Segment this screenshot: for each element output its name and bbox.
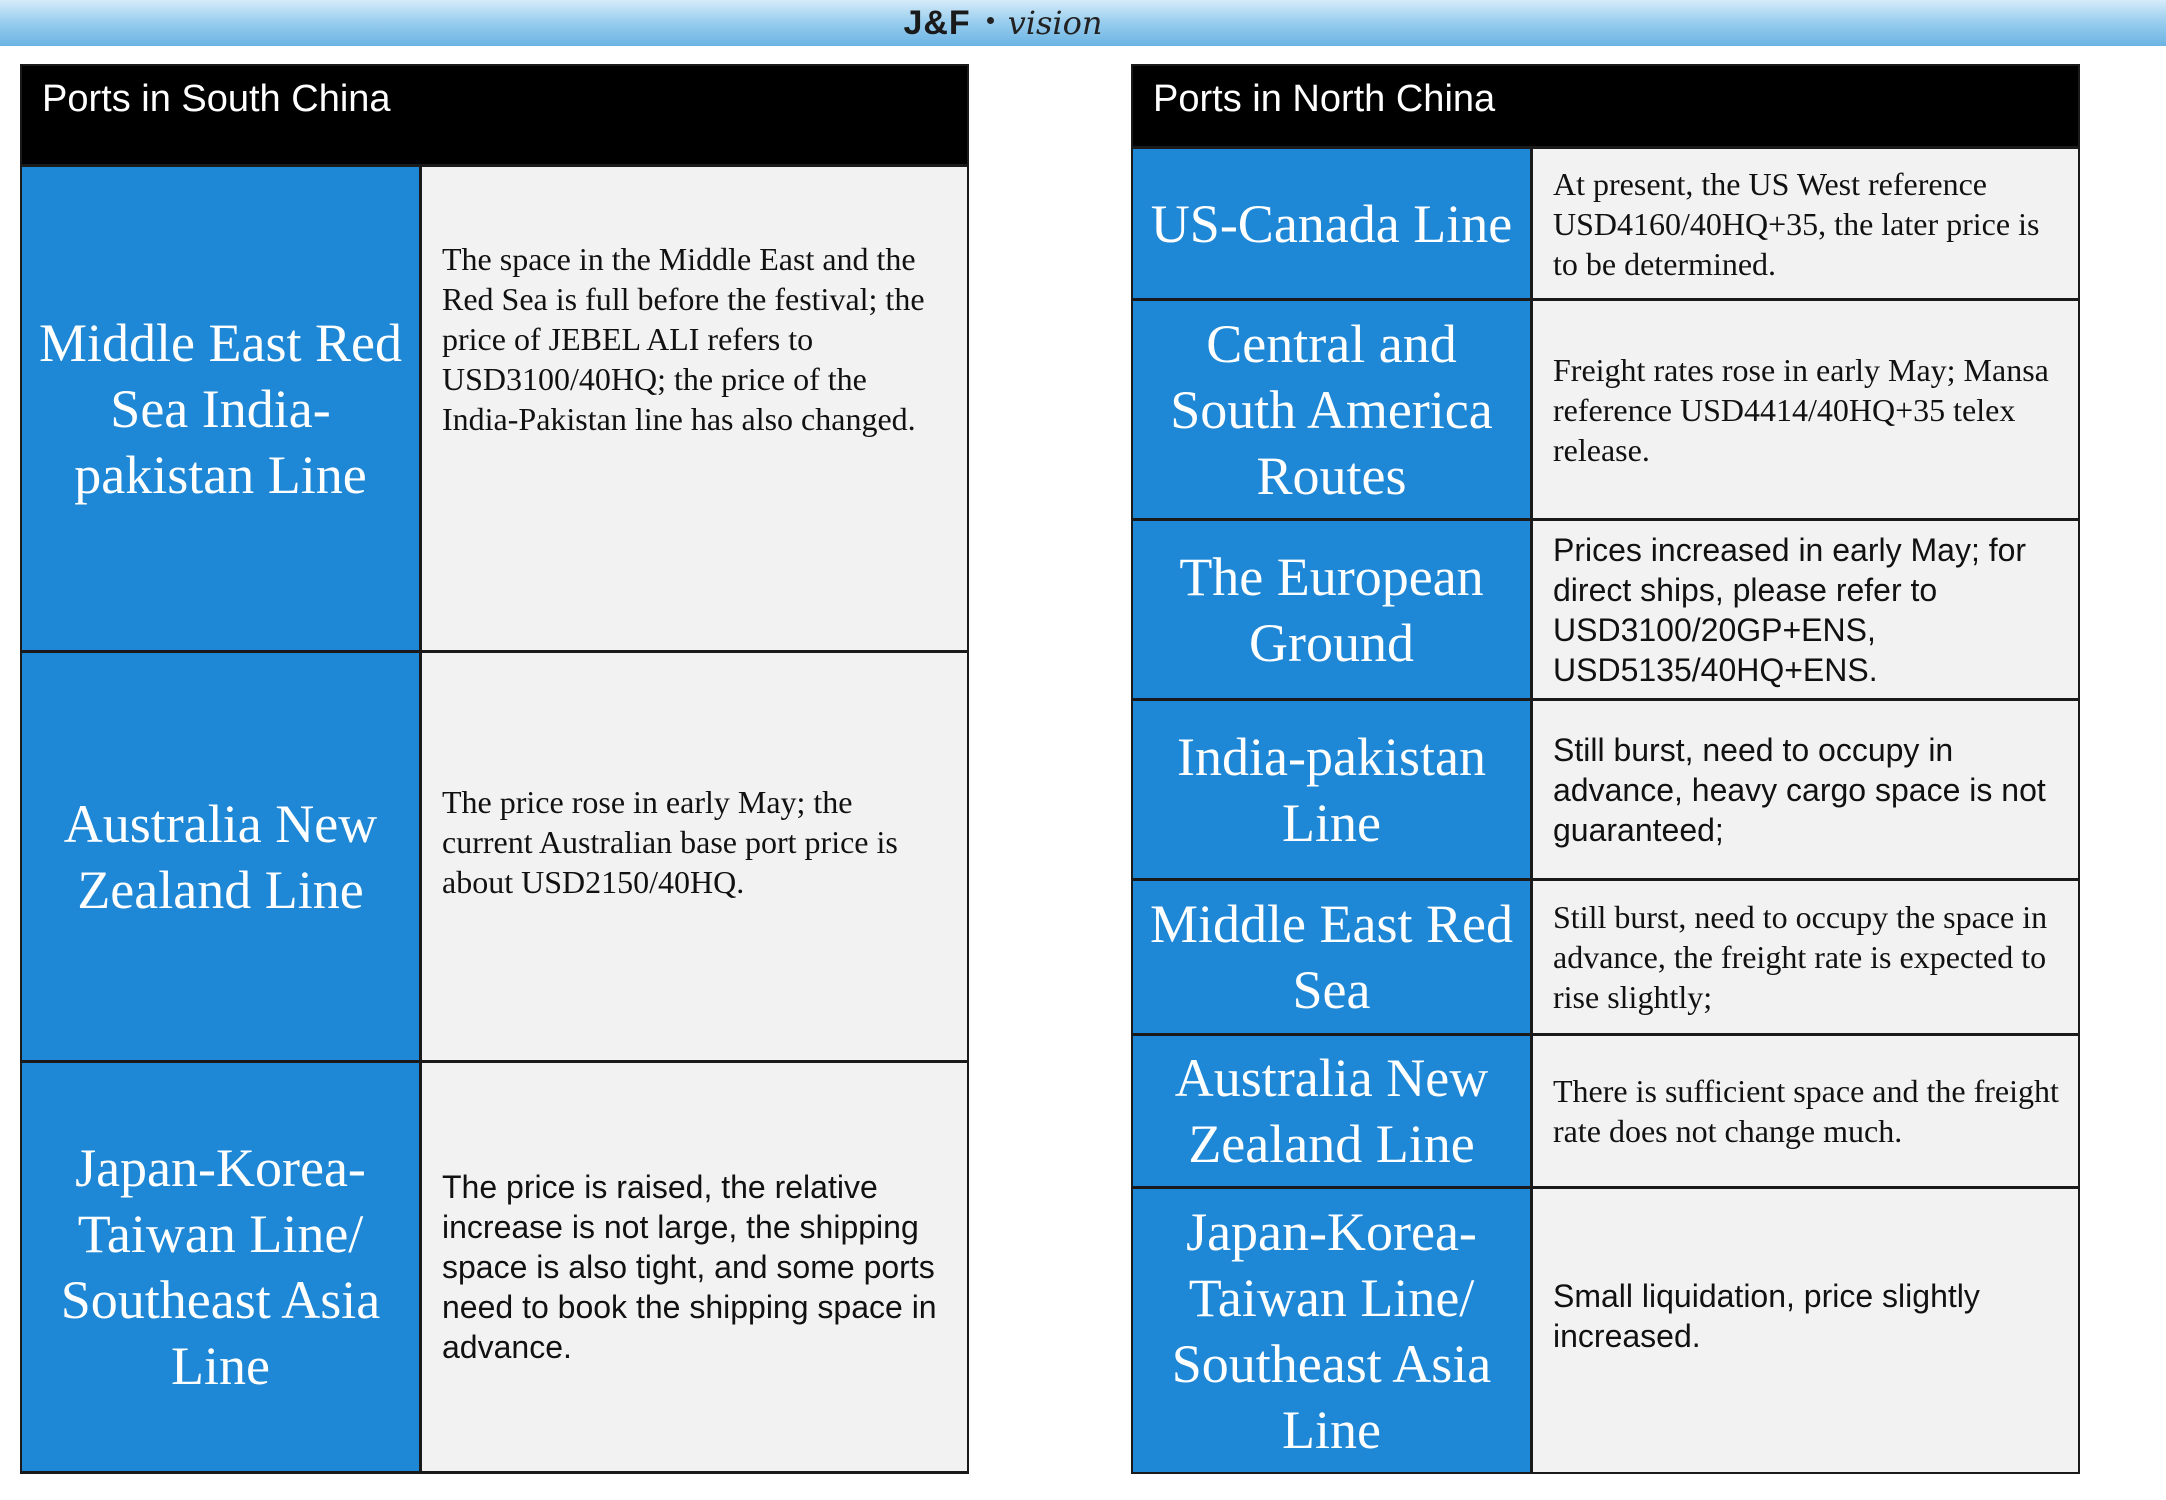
- table-row: [1133, 1186, 2078, 1472]
- route-name: [1133, 1036, 1533, 1186]
- south-china-table: [20, 64, 969, 1474]
- route-description: [422, 1063, 967, 1471]
- route-description: [1533, 881, 2078, 1033]
- description-text: Freight rates rose in early May; Mansa reference USD4414/40HQ+35 telex release.: [1553, 351, 2049, 468]
- brand-separator-dot: [987, 17, 994, 24]
- route-name: [1133, 1189, 1533, 1472]
- route-label: US-Canada Line: [1150, 193, 1513, 254]
- route-label: Australia New Zealand Line: [63, 793, 378, 920]
- description-text: Still burst, need to occupy in advance, heavy cargo space is not guaranteed;: [1553, 731, 2046, 848]
- route-description: [1533, 521, 2078, 698]
- table-row: [1133, 298, 2078, 518]
- table-row: [1133, 146, 2078, 298]
- route-name: [22, 653, 422, 1060]
- route-description: [1533, 1036, 2078, 1186]
- route-label: Japan-Korea-Taiwan Line/ Southeast Asia Line: [1171, 1201, 1492, 1460]
- table-row: [1133, 878, 2078, 1033]
- description-text: The price is raised, the relative increase is not large, the shipping space is also tight, and some ports need to book the shipping space in advance.: [442, 1169, 937, 1365]
- route-description: [1533, 701, 2078, 878]
- table-row: [22, 164, 967, 650]
- description-text: The price rose in early May; the current Australian base port price is about USD2150/40HQ.: [442, 783, 898, 900]
- description-text: There is sufficient space and the freight rate does not change much.: [1553, 1073, 2059, 1149]
- route-name: [22, 167, 422, 650]
- route-name: [22, 1063, 422, 1471]
- route-name: [1133, 881, 1533, 1033]
- description-text: Still burst, need to occupy the space in advance, the freight rate is expected to rise slightly;: [1553, 899, 2048, 1015]
- route-label: Central and South America Routes: [1170, 313, 1493, 506]
- north-china-table: [1131, 64, 2080, 1474]
- table-row: [22, 1060, 967, 1471]
- route-name: [1133, 521, 1533, 698]
- table-row: [1133, 698, 2078, 878]
- route-description: [1533, 149, 2078, 298]
- route-label: Japan-Korea-Taiwan Line/ Southeast Asia Line: [60, 1138, 381, 1396]
- route-description: [422, 653, 967, 1060]
- table-row: [22, 650, 967, 1060]
- route-label: Australia New Zealand Line: [1174, 1048, 1489, 1174]
- route-description: [422, 167, 967, 650]
- route-label: The European Ground: [1179, 546, 1484, 673]
- brand-tagline: vision: [1007, 4, 1103, 42]
- description-text: At present, the US West reference USD4160/40HQ+35, the later price is to be determined.: [1553, 165, 2040, 282]
- description-text: The space in the Middle East and the Red Sea is full before the festival; the price of JEBEL ALI refers to USD3100/40HQ; the price of the India-Pakistan line has also changed.: [442, 240, 925, 437]
- description-text: Prices increased in early May; for direct ships, please refer to USD3100/20GP+ENS, USD5135/40HQ+ENS.: [1553, 531, 2027, 688]
- table-row: [1133, 1033, 2078, 1186]
- route-description: [1533, 1189, 2078, 1472]
- table-row: [1133, 518, 2078, 698]
- route-name: [1133, 149, 1533, 298]
- south-china-title: Ports in South China: [22, 66, 967, 164]
- route-name: [1133, 701, 1533, 878]
- route-label: Middle East Red Sea: [1150, 894, 1513, 1020]
- north-china-title: Ports in North China: [1133, 66, 2078, 146]
- route-description: [1533, 301, 2078, 518]
- brand-logo: [0, 0, 2166, 46]
- route-name: [1133, 301, 1533, 518]
- route-label: Middle East Red Sea India-pakistan Line: [39, 312, 402, 505]
- header-banner: [0, 0, 2166, 46]
- route-label: India-pakistan Line: [1177, 726, 1486, 853]
- description-text: Small liquidation, price slightly increased.: [1553, 1277, 1980, 1354]
- brand-name: J&F: [903, 3, 971, 42]
